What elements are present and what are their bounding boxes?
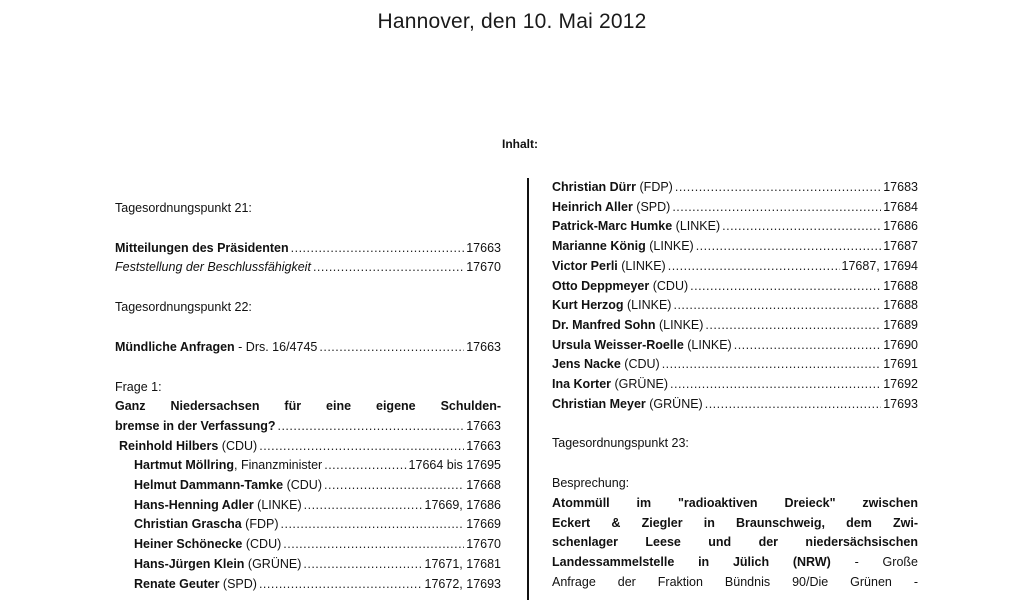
speaker-label xyxy=(552,395,703,415)
toc-entry-speaker[interactable] xyxy=(552,257,918,277)
speaker-label xyxy=(552,375,668,395)
toc-entry-speaker[interactable] xyxy=(115,575,501,595)
speaker-name: Reinhold Hilbers xyxy=(119,438,219,453)
dot-leader xyxy=(291,239,465,259)
speaker-label xyxy=(552,198,670,218)
toc-entry-mitteilungen[interactable] xyxy=(115,239,501,259)
speaker-name: Heiner Schönecke xyxy=(134,537,243,552)
speaker-name: Hans-Henning Adler xyxy=(134,497,254,512)
dot-leader xyxy=(259,437,464,457)
speaker-label xyxy=(134,535,281,555)
entry-page: 17687 xyxy=(883,239,918,254)
toc-entry-speaker[interactable] xyxy=(552,198,918,218)
speaker-label xyxy=(134,575,257,595)
speaker-party: (GRÜNE) xyxy=(611,377,668,392)
speaker-name: Dr. Manfred Sohn xyxy=(552,317,656,332)
dot-leader xyxy=(722,217,881,237)
toc-entry-muendliche-anfragen[interactable] xyxy=(115,338,501,358)
speaker-label xyxy=(552,336,732,356)
toc-entry-speaker[interactable] xyxy=(552,217,918,237)
speaker-name: Renate Geuter xyxy=(134,576,220,591)
agenda-item-22: Tagesordnungspunkt 22: xyxy=(115,300,252,315)
speaker-party: (SPD) xyxy=(219,576,257,591)
dot-leader xyxy=(662,355,882,375)
speaker-label xyxy=(552,257,666,277)
entry-page: 17663 xyxy=(466,438,501,453)
speaker-label xyxy=(552,178,673,198)
agenda-item-21: Tagesordnungspunkt 21: xyxy=(115,201,252,215)
toc-entry-speaker[interactable] xyxy=(552,178,918,198)
speaker-name: Ina Korter xyxy=(552,377,612,392)
speaker-label xyxy=(134,496,302,516)
dot-leader xyxy=(259,575,423,595)
speaker-name: Patrick-Marc Humke xyxy=(552,219,673,234)
entry-page: 17663 xyxy=(466,339,501,354)
speaker-party: (LINKE) xyxy=(645,239,694,254)
atom-title-line4-bold: Landessammelstelle in Jülich (NRW) xyxy=(552,554,831,569)
toc-right-column xyxy=(552,178,918,592)
speaker-label xyxy=(134,456,322,476)
speaker-name: Victor Perli xyxy=(552,258,618,273)
speaker-name: Kurt Herzog xyxy=(552,298,624,313)
speaker-party: (LINKE) xyxy=(683,337,732,352)
speaker-name: Heinrich Aller xyxy=(552,199,633,214)
atom-title-line2: Eckert & Ziegler in Braunschweig, dem Zwi- xyxy=(552,515,918,530)
speaker-list xyxy=(552,178,918,414)
entry-title-bold: Mündliche Anfragen xyxy=(115,339,235,354)
atom-title-line5: Anfrage der Fraktion Bündnis 90/Die Grünen - xyxy=(552,574,918,589)
speaker-party: (CDU) xyxy=(620,357,660,372)
speaker-name: Helmut Dammann-Tamke xyxy=(134,478,284,493)
dot-leader xyxy=(672,198,881,218)
entry-page: 17664 bis 17695 xyxy=(408,458,501,473)
dot-leader xyxy=(734,336,882,356)
speaker-name: Jens Nacke xyxy=(552,357,621,372)
dot-leader xyxy=(281,515,465,535)
entry-page: 17669, 17686 xyxy=(424,497,501,512)
toc-heading: Inhalt: xyxy=(502,137,538,151)
speaker-label xyxy=(134,515,279,535)
speaker-name: Christian Meyer xyxy=(552,396,646,411)
speaker-label xyxy=(134,476,322,496)
atom-title-line4-rest: - Große xyxy=(830,554,918,569)
entry-page: 17663 xyxy=(466,418,501,433)
toc-entry-speaker[interactable] xyxy=(552,395,918,415)
toc-entry-speaker[interactable] xyxy=(115,535,501,555)
speaker-party: , Finanzminister xyxy=(234,458,323,473)
speaker-label xyxy=(119,437,257,457)
toc-entry-speaker[interactable] xyxy=(552,296,918,316)
toc-entry-speaker[interactable] xyxy=(552,355,918,375)
toc-entry-feststellung[interactable] xyxy=(115,258,501,278)
dot-leader xyxy=(696,237,882,257)
entry-page: 17670 xyxy=(466,537,501,552)
speaker-name: Hartmut Möllring xyxy=(134,458,234,473)
besprechung-label: Besprechung: xyxy=(552,476,630,491)
toc-entry-speaker[interactable] xyxy=(115,496,501,516)
speaker-name: Otto Deppmeyer xyxy=(552,278,650,293)
toc-entry-question-1[interactable] xyxy=(115,417,501,437)
speaker-name: Marianne König xyxy=(552,239,646,254)
speaker-list xyxy=(115,437,501,595)
dot-leader xyxy=(673,296,881,316)
entry-page: 17672, 17693 xyxy=(424,576,501,591)
speaker-label xyxy=(552,237,694,257)
entry-page: 17689 xyxy=(883,317,918,332)
atom-title-line4 xyxy=(552,553,918,573)
agenda-item-23: Tagesordnungspunkt 23: xyxy=(552,436,689,451)
entry-page: 17683 xyxy=(883,180,918,194)
dot-leader xyxy=(324,476,464,496)
dot-leader xyxy=(313,258,464,278)
entry-page: 17687, 17694 xyxy=(841,258,918,273)
entry-page: 17691 xyxy=(883,357,918,372)
toc-left-column xyxy=(115,199,501,594)
entry-page: 17668 xyxy=(466,478,501,493)
speaker-party: (CDU) xyxy=(242,537,282,552)
dot-leader xyxy=(705,316,881,336)
speaker-party: (LINKE) xyxy=(623,298,672,313)
speaker-party: (LINKE) xyxy=(672,219,721,234)
document-date: Hannover, den 10. Mai 2012 xyxy=(377,10,647,33)
speaker-party: (GRÜNE) xyxy=(645,396,703,411)
question-label: Frage 1: xyxy=(115,379,162,394)
speaker-label xyxy=(552,296,671,316)
entry-page: 17693 xyxy=(883,396,918,411)
toc-entry-speaker[interactable] xyxy=(552,277,918,297)
speaker-party: (LINKE) xyxy=(655,317,704,332)
entry-page: 17663 xyxy=(466,240,501,255)
entry-page: 17684 xyxy=(883,199,918,214)
dot-leader xyxy=(277,417,464,437)
dot-leader xyxy=(319,338,464,358)
entry-title xyxy=(115,338,317,358)
dot-leader xyxy=(675,178,881,198)
entry-page: 17686 xyxy=(883,219,918,234)
question-title-line1: Ganz Niedersachsen für eine eigene Schulden- xyxy=(115,399,501,414)
speaker-label xyxy=(134,555,301,575)
toc-entry-speaker[interactable] xyxy=(115,437,501,457)
toc-entry-speaker[interactable] xyxy=(115,515,501,535)
column-divider xyxy=(527,178,529,600)
entry-page: 17690 xyxy=(883,337,918,352)
dot-leader xyxy=(705,395,882,415)
entry-page: 17671, 17681 xyxy=(424,556,501,571)
speaker-label xyxy=(552,316,703,336)
speaker-party: (LINKE) xyxy=(617,258,666,273)
toc-entry-speaker[interactable] xyxy=(552,316,918,336)
dot-leader xyxy=(283,535,464,555)
atom-title-line1: Atommüll im "radioaktiven Dreieck" zwischen xyxy=(552,495,918,510)
speaker-party: (FDP) xyxy=(241,517,279,532)
speaker-party: (CDU) xyxy=(283,478,322,493)
entry-title: Feststellung der Beschlussfähigkeit xyxy=(115,260,311,275)
speaker-party: (SPD) xyxy=(632,199,671,214)
speaker-name: Christian Dürr xyxy=(552,180,637,194)
entry-page: 17669 xyxy=(466,517,501,532)
entry-page: 17692 xyxy=(883,377,918,392)
entry-page: 17688 xyxy=(883,298,918,313)
speaker-label xyxy=(552,355,660,375)
dot-leader xyxy=(690,277,881,297)
speaker-party: (GRÜNE) xyxy=(244,556,302,571)
entry-title-suffix: - Drs. 16/4745 xyxy=(234,339,318,354)
toc-entry-speaker[interactable] xyxy=(552,375,918,395)
dot-leader xyxy=(304,496,423,516)
speaker-name: Christian Grascha xyxy=(134,517,242,532)
speaker-label xyxy=(552,277,688,297)
speaker-party: (CDU) xyxy=(218,438,258,453)
dot-leader xyxy=(670,375,881,395)
atom-title-line3: schenlager Leese und der niedersächsischen xyxy=(552,535,918,550)
entry-page: 17670 xyxy=(466,260,501,275)
dot-leader xyxy=(324,456,406,476)
dot-leader xyxy=(303,555,422,575)
entry-title: Mitteilungen des Präsidenten xyxy=(115,240,289,255)
entry-title: bremse in der Verfassung? xyxy=(115,418,276,433)
speaker-name: Hans-Jürgen Klein xyxy=(134,556,245,571)
speaker-party: (FDP) xyxy=(636,180,673,194)
speaker-party: (LINKE) xyxy=(253,497,302,512)
toc-entry-speaker[interactable] xyxy=(115,555,501,575)
speaker-name: Ursula Weisser-Roelle xyxy=(552,337,684,352)
toc-entry-speaker[interactable] xyxy=(115,456,501,476)
speaker-label xyxy=(552,217,720,237)
dot-leader xyxy=(668,257,840,277)
speaker-party: (CDU) xyxy=(649,278,689,293)
toc-entry-speaker[interactable] xyxy=(115,476,501,496)
entry-page: 17688 xyxy=(883,278,918,293)
toc-entry-speaker[interactable] xyxy=(552,336,918,356)
toc-entry-speaker[interactable] xyxy=(552,237,918,257)
